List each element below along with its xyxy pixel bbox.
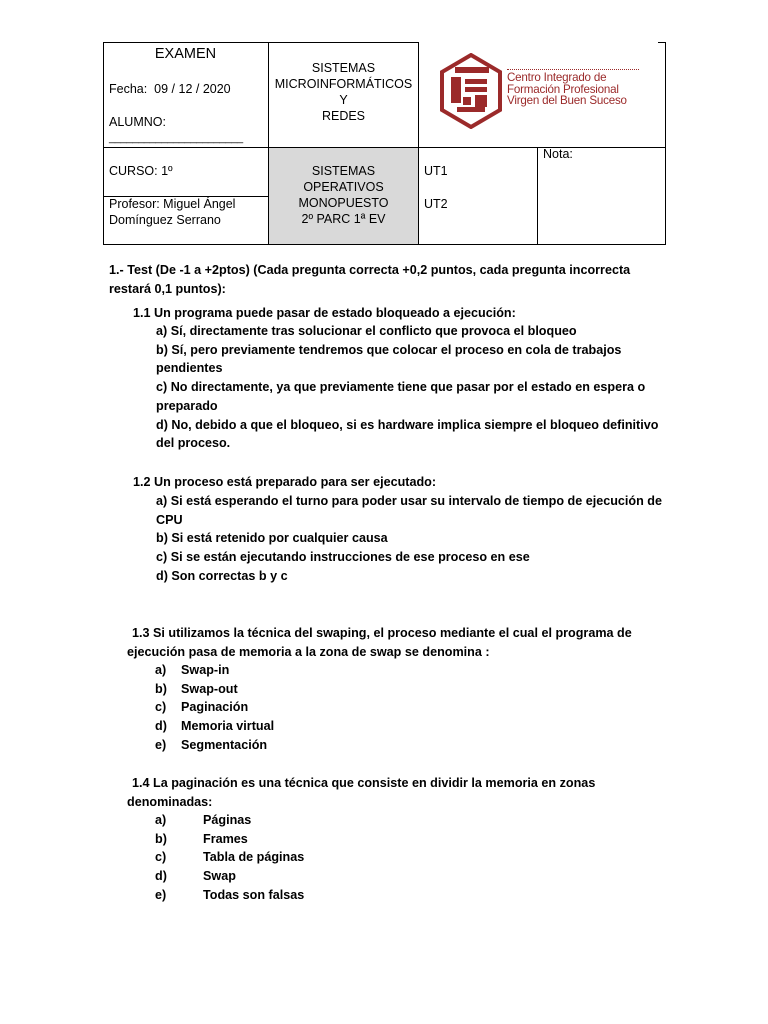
option-text: Todas son falsas	[203, 887, 305, 902]
option-line	[155, 680, 555, 699]
fecha-label: Fecha:	[109, 82, 148, 96]
option-line: CPU	[156, 512, 183, 527]
option-letter: a)	[155, 813, 167, 827]
option-text: Páginas	[203, 813, 252, 827]
profesor-line: Domínguez Serrano	[109, 213, 221, 227]
table-divider-col2	[418, 42, 419, 245]
test-instructions	[109, 261, 669, 298]
option-line: c) Si se están ejecutando instrucciones de ese proceso en ese	[156, 550, 530, 565]
option-line	[155, 886, 555, 905]
question-1-3-title	[127, 624, 687, 661]
table-border-right	[665, 42, 666, 245]
option-letter: e)	[155, 737, 167, 752]
subject-title	[269, 60, 418, 124]
option-text: Swap-in	[181, 663, 230, 677]
option-letter: a)	[155, 663, 167, 677]
question-1-4-title	[127, 774, 687, 811]
option-text: Swap-out	[181, 681, 238, 696]
option-letter: e)	[155, 887, 167, 902]
question-1-1-title: 1.1 Un programa puede pasar de estado bloqueado a ejecución:	[133, 306, 516, 320]
option-line	[155, 811, 555, 830]
profesor-label	[109, 196, 267, 228]
option-line: a) Sí, directamente tras solucionar el conflicto que provoca el bloqueo	[156, 324, 577, 338]
logo-text-line: Formación Profesional	[507, 82, 619, 96]
unit-label: UT2	[424, 197, 448, 211]
table-divider-col3	[537, 147, 538, 245]
option-text: Paginación	[181, 700, 249, 715]
option-line: b) Si está retenido por cualquier causa	[156, 531, 388, 546]
question-1-3-options	[155, 661, 555, 755]
table-border-left	[103, 42, 104, 245]
module-line: SISTEMAS	[311, 164, 376, 178]
curso-label: CURSO: 1º	[109, 164, 173, 178]
instructions-line: 1.- Test (De -1 a +2ptos) (Cada pregunta correcta +0,2 puntos, cada pregunta incorrecta	[109, 263, 631, 277]
logo-text-line: Centro Integrado de	[507, 71, 607, 84]
option-line: c) No directamente, ya que previamente tiene que pasar por el estado en espera o	[156, 380, 646, 395]
option-letter: b)	[155, 681, 167, 696]
subject-line: MICROINFORMÁTICOS	[274, 77, 413, 91]
option-line: b) Sí, pero previamente tendremos que colocar el proceso en cola de trabajos	[156, 342, 622, 357]
exam-header-table	[103, 42, 666, 245]
question-1-2-options	[156, 492, 676, 586]
nota-label: Nota:	[543, 147, 573, 161]
option-line	[155, 867, 555, 886]
option-line: d) No, debido a que el bloqueo, si es hardware implica siempre el bloqueo definitivo	[156, 417, 659, 432]
table-border-top	[103, 42, 419, 43]
option-text: Tabla de páginas	[203, 850, 305, 865]
question-line: 1.3 Si utilizamos la técnica del swaping, el proceso mediante el cual el programa de	[132, 626, 632, 640]
school-emblem-icon	[439, 53, 503, 129]
module-line: MONOPUESTO	[298, 196, 389, 210]
subject-line: SISTEMAS	[311, 61, 376, 75]
option-line: pendientes	[156, 361, 223, 376]
unit-label: UT1	[424, 164, 448, 178]
exam-title: EXAMEN	[154, 46, 217, 62]
school-logo	[439, 53, 649, 135]
module-line: 2º PARC 1ª EV	[301, 212, 386, 226]
subject-line: REDES	[321, 109, 366, 123]
option-line	[155, 717, 555, 736]
module-line: OPERATIVOS	[303, 180, 384, 194]
question-1-4-options	[155, 811, 555, 905]
option-line	[155, 830, 555, 849]
question-1-1-options	[156, 322, 676, 453]
option-text: Swap	[203, 869, 236, 884]
option-line	[155, 661, 555, 680]
module-title	[269, 163, 418, 227]
option-line: a) Si está esperando el turno para poder usar su intervalo de tiempo de ejecución de	[156, 494, 662, 508]
question-line: ejecución pasa de memoria a la zona de swap se denomina :	[127, 644, 490, 659]
option-line: del proceso.	[156, 436, 231, 451]
question-line: denominadas:	[127, 794, 213, 809]
fecha-row	[109, 81, 267, 97]
option-letter: c)	[155, 850, 167, 865]
question-1-2-title: 1.2 Un proceso está preparado para ser ejecutado:	[133, 475, 437, 489]
subject-line: Y	[339, 93, 348, 107]
table-border-bottom	[103, 244, 666, 245]
fecha-value: 09 / 12 / 2020	[154, 82, 231, 96]
option-line	[155, 848, 555, 867]
instructions-line: restará 0,1 puntos):	[109, 281, 226, 296]
option-text: Memoria virtual	[181, 719, 275, 734]
logo-text	[507, 72, 649, 107]
alumno-label: ALUMNO:	[109, 115, 166, 129]
option-letter: c)	[155, 700, 167, 715]
alumno-name-line: _______________________	[109, 132, 243, 144]
profesor-line: Profesor: Miguel Ángel	[109, 197, 236, 211]
option-text: Segmentación	[181, 737, 268, 752]
option-line	[155, 698, 555, 717]
logo-text-line: Virgen del Buen Suceso	[507, 94, 627, 107]
option-line: preparado	[156, 398, 218, 413]
option-letter: b)	[155, 831, 167, 846]
option-text: Frames	[203, 831, 248, 846]
option-line	[155, 736, 555, 755]
option-letter: d)	[155, 869, 167, 884]
question-line: 1.4 La paginación es una técnica que consiste en dividir la memoria en zonas	[132, 776, 596, 790]
option-letter: d)	[155, 719, 167, 734]
option-line: d) Son correctas b y c	[156, 568, 288, 583]
